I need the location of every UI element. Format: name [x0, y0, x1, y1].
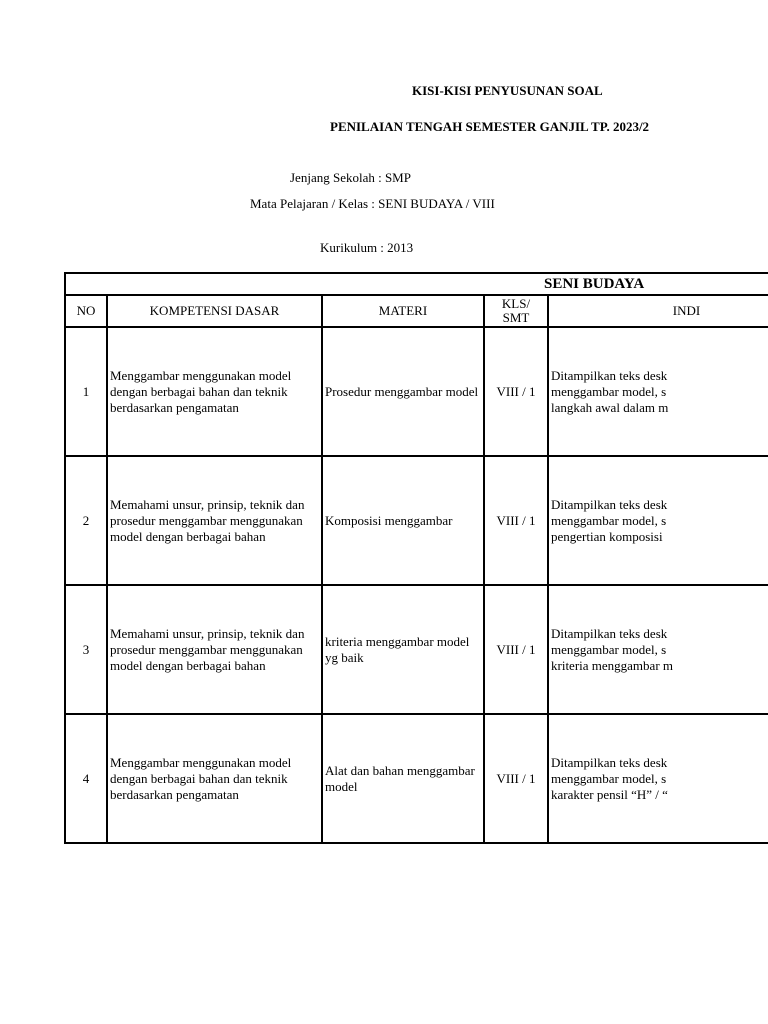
indikator-line: Ditampilkan teks desk: [551, 367, 668, 383]
cell-materi: kriteria menggambar model yg baik: [322, 585, 484, 714]
cell-indikator: [548, 585, 768, 714]
header-indikator: INDI: [548, 295, 768, 327]
cell-materi: Alat dan bahan menggambar model: [322, 714, 484, 843]
cell-indikator: [548, 456, 768, 585]
cell-kompetensi-dasar: Menggambar menggunakan model dengan berbagai bahan dan teknik berdasarkan pengamatan: [107, 327, 322, 456]
cell-kompetensi-dasar: Memahami unsur, prinsip, teknik dan prosedur menggambar menggunakan model dengan berbagai bahan: [107, 585, 322, 714]
meta-kurikulum: Kurikulum : 2013: [320, 240, 414, 255]
cell-no: 1: [65, 327, 107, 456]
cell-kompetensi-dasar: Memahami unsur, prinsip, teknik dan prosedur menggambar menggunakan model dengan berbagai bahan: [107, 456, 322, 585]
cell-no: 4: [65, 714, 107, 843]
indikator-line: Ditampilkan teks desk: [551, 496, 668, 512]
table-row: [65, 456, 768, 585]
header-kls-label: KLS/: [501, 296, 531, 311]
cell-kls-smt: VIII / 1: [484, 456, 548, 585]
indikator-line: karakter pensil “H” / “: [551, 786, 668, 802]
document-subtitle: PENILAIAN TENGAH SEMESTER GANJIL TP. 2023/2: [330, 119, 650, 134]
document-title: KISI-KISI PENYUSUNAN SOAL: [412, 83, 603, 98]
header-no: NO: [65, 295, 107, 327]
table-row: [65, 585, 768, 714]
table-header-row: [65, 295, 768, 327]
cell-indikator: [548, 714, 768, 843]
indikator-line: menggambar model, s: [551, 641, 667, 657]
meta-mata-pelajaran: Mata Pelajaran / Kelas : SENI BUDAYA / VIII: [250, 196, 495, 211]
cell-kls-smt: VIII / 1: [484, 714, 548, 843]
cell-no: 2: [65, 456, 107, 585]
cell-materi: Prosedur menggambar model: [322, 327, 484, 456]
cell-materi: Komposisi menggambar: [322, 456, 484, 585]
indikator-line: menggambar model, s: [551, 770, 667, 786]
kisi-kisi-table-wrapper: [64, 272, 768, 856]
indikator-line: Ditampilkan teks desk: [551, 625, 668, 641]
section-title: SENI BUDAYA: [65, 273, 768, 295]
cell-kompetensi-dasar: Menggambar menggunakan model dengan berbagai bahan dan teknik berdasarkan pengamatan: [107, 714, 322, 843]
indikator-line: langkah awal dalam m: [551, 399, 669, 415]
cell-no: 3: [65, 585, 107, 714]
table-section-row: [65, 273, 768, 295]
header-kompetensi-dasar: KOMPETENSI DASAR: [107, 295, 322, 327]
cell-kls-smt: VIII / 1: [484, 585, 548, 714]
kisi-kisi-table: [64, 272, 768, 844]
indikator-line: menggambar model, s: [551, 512, 667, 528]
header-materi: MATERI: [322, 295, 484, 327]
cell-indikator: [548, 327, 768, 456]
meta-jenjang: Jenjang Sekolah : SMP: [290, 170, 411, 185]
cell-kls-smt: VIII / 1: [484, 327, 548, 456]
header-smt-label: SMT: [502, 310, 530, 325]
indikator-line: menggambar model, s: [551, 383, 667, 399]
indikator-line: Ditampilkan teks desk: [551, 754, 668, 770]
header-kls-smt: [484, 295, 548, 327]
table-row: [65, 714, 768, 843]
indikator-line: pengertian komposisi: [551, 528, 663, 544]
indikator-line: kriteria menggambar m: [551, 657, 674, 673]
table-row: [65, 327, 768, 456]
